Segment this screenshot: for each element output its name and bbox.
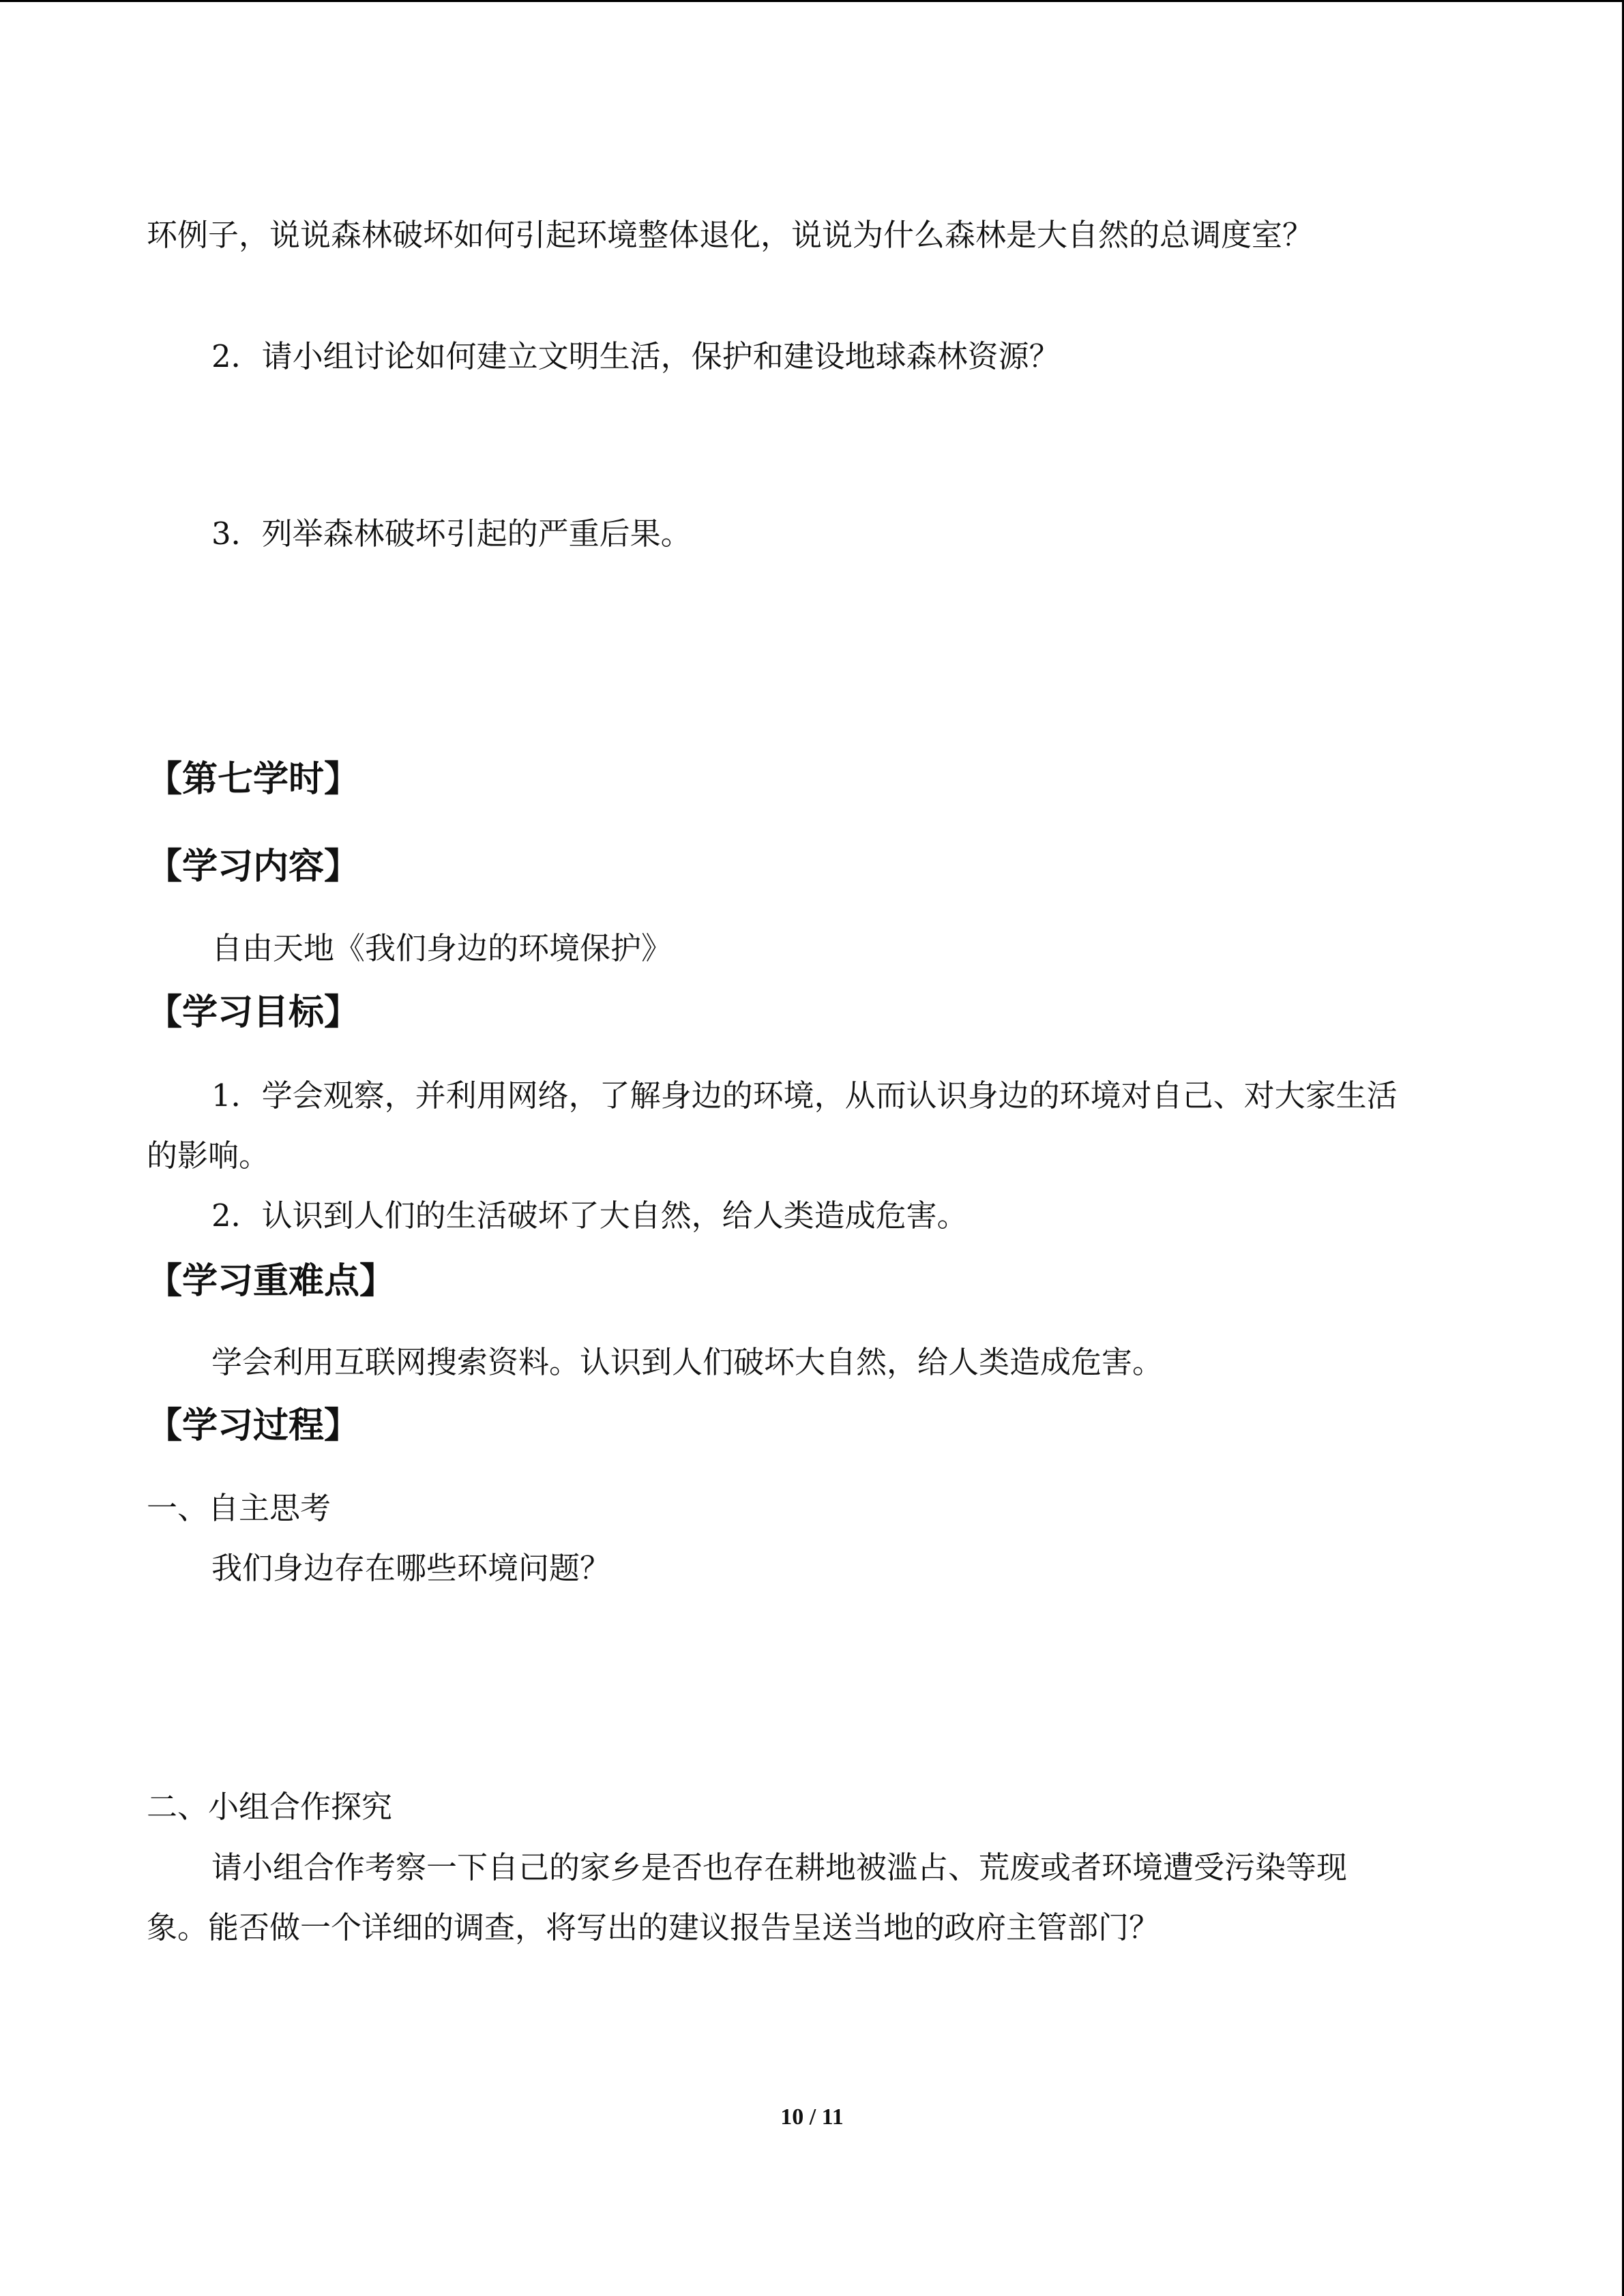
key-difficulties-text: 学会利用互联网搜索资料。认识到人们破坏大自然，给人类造成危害。 bbox=[211, 1344, 1164, 1380]
step-1-title: 一、自主思考 bbox=[147, 1490, 331, 1526]
goal-2: 2．认识到人们的生活破坏了大自然，给人类造成危害。 bbox=[211, 1197, 968, 1234]
step-2-text-line-1: 请小组合作考察一下自己的家乡是否也存在耕地被滥占、荒废或者环境遭受污染等现 bbox=[211, 1849, 1348, 1885]
body-line-forest-example: 环例子，说说森林破坏如何引起环境整体退化，说说为什么森林是大自然的总调度室？ bbox=[147, 217, 1314, 253]
step-1-text: 我们身边存在哪些环境问题？ bbox=[211, 1550, 611, 1586]
heading-learning-process: 【学习过程】 bbox=[147, 1405, 360, 1446]
heading-learning-content: 【学习内容】 bbox=[147, 846, 360, 887]
heading-learning-goals: 【学习目标】 bbox=[147, 992, 360, 1033]
page-border-top bbox=[0, 0, 1624, 2]
goal-1-line-1: 1．学会观察，并利用网络，了解身边的环境，从而认识身边的环境对自己、对大家生活 bbox=[211, 1077, 1398, 1114]
question-2: 2．请小组讨论如何建立文明生活，保护和建设地球森林资源？ bbox=[211, 338, 1060, 374]
step-2-title: 二、小组合作探究 bbox=[147, 1789, 393, 1825]
heading-key-difficulties: 【学习重难点】 bbox=[147, 1261, 396, 1302]
heading-lesson-7: 【第七学时】 bbox=[147, 759, 360, 800]
question-3: 3．列举森林破坏引起的严重后果。 bbox=[211, 516, 692, 552]
goal-1-line-2: 的影响。 bbox=[147, 1137, 270, 1174]
step-2-text-line-2: 象。能否做一个详细的调查，将写出的建议报告呈送当地的政府主管部门？ bbox=[147, 1909, 1160, 1945]
learning-content-text: 自由天地《我们身边的环境保护》 bbox=[211, 930, 673, 966]
page-number: 10 / 11 bbox=[780, 2104, 844, 2130]
